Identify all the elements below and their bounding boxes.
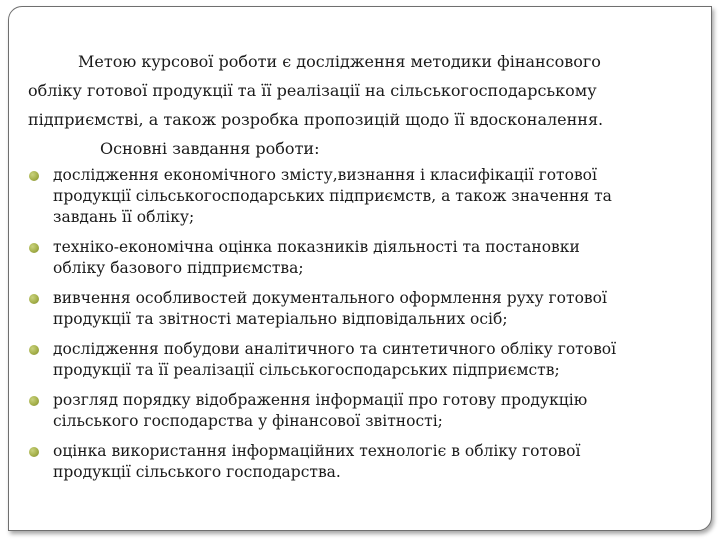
task-line: вивчення особливостей документального оформлення руху готової: [53, 289, 607, 307]
list-item: [28, 339, 698, 381]
list-item: [28, 441, 698, 483]
bullet-icon: [29, 447, 39, 457]
task-line: сільського господарства у фінансової звітності;: [53, 412, 443, 430]
intro-line-1: Метою курсової роботи є дослідження методики фінансового: [78, 52, 601, 71]
task-line: дослідження побудови аналітичного та синтетичного обліку готової: [53, 340, 617, 358]
bullet-icon: [29, 345, 39, 355]
task-line: розгляд порядку відображення інформації про готову продукцію: [53, 391, 588, 409]
task-line: обліку базового підприємства;: [53, 259, 304, 277]
tasks-heading: Основні завдання роботи:: [100, 139, 320, 158]
intro-line-2: обліку готової продукції та її реалізації на сільськогосподарському: [28, 81, 597, 100]
task-line: продукції сільського господарства.: [53, 463, 341, 481]
slide-content: [28, 47, 698, 492]
bullet-icon: [29, 243, 39, 253]
task-line: дослідження економічного змісту,визнання і класифікації готової: [53, 166, 597, 184]
bullet-icon: [29, 171, 39, 181]
task-line: продукції сільськогосподарських підприємств, а також значення та: [53, 187, 612, 205]
list-item: [28, 288, 698, 330]
bullet-icon: [29, 294, 39, 304]
bullet-icon: [29, 396, 39, 406]
list-item: [28, 390, 698, 432]
task-line: оцінка використання інформаційних технологіє в обліку готової: [53, 442, 581, 460]
list-item: [28, 237, 698, 279]
intro-line-3: підприємстві, а також розробка пропозицій щодо її вдосконалення.: [28, 110, 604, 129]
list-item: [28, 165, 698, 228]
task-line: техніко-економічна оцінка показників діяльності та постановки: [53, 238, 580, 256]
task-line: продукції та звітності матеріально відповідальних осіб;: [53, 310, 508, 328]
tasks-list: [28, 165, 698, 483]
task-line: продукції та її реалізації сільськогосподарських підприємств;: [53, 361, 560, 379]
task-line: завдань її обліку;: [53, 208, 195, 226]
